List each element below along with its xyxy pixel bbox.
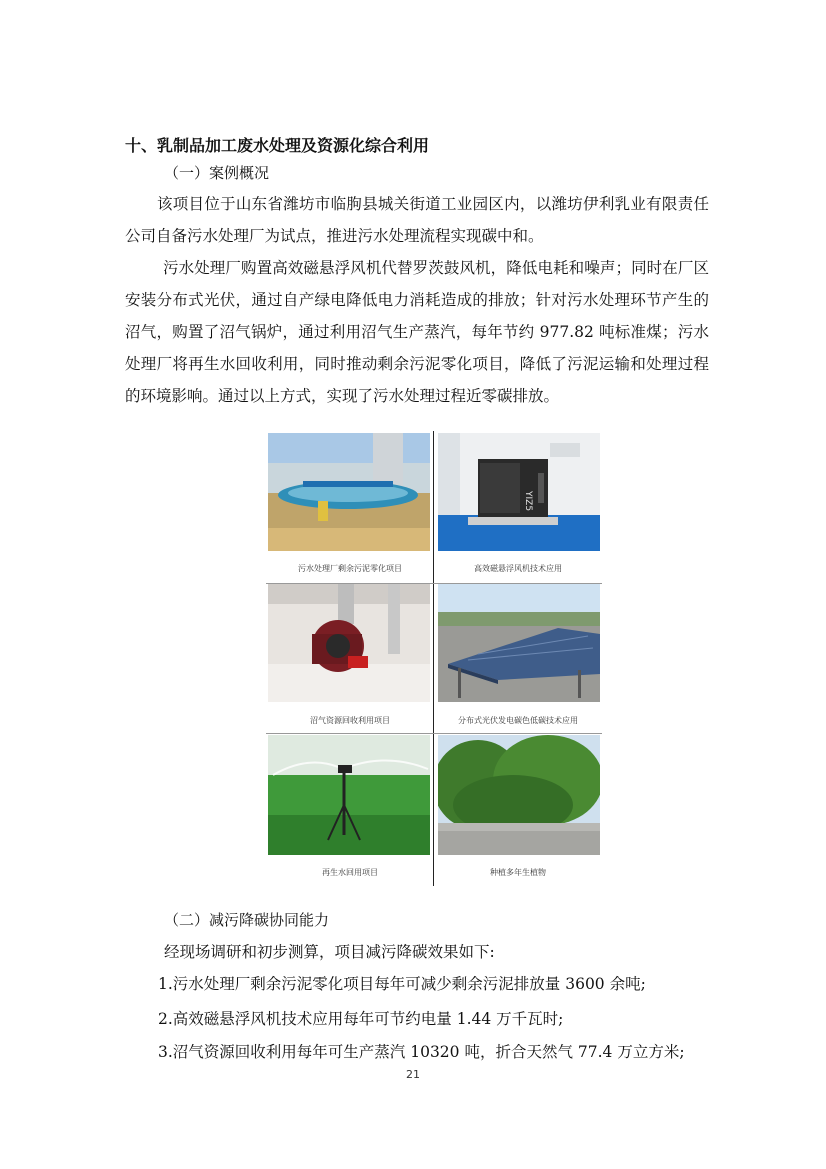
photo-sprinkler (268, 735, 430, 855)
paragraph-results-intro: 经现场调研和初步测算，项目减污降碳效果如下: (164, 943, 495, 961)
caption-photo-3: 沼气资源回收利用项目 (310, 716, 390, 725)
caption-photo-5: 再生水回用项目 (322, 868, 378, 877)
subsection-overview: （一）案例概况 (164, 164, 270, 182)
list-item: 3.沼气资源回收利用每年可生产蒸汽 10320 吨，折合天然气 77.4 万立方米; (158, 1043, 685, 1061)
paragraph-location: 该项目位于山东省潍坊市临朐县城关街道工业园区内，以潍坊伊利乳业有限责任公司自备污水处理厂为试点，推进污水处理流程实现碳中和。 (125, 195, 709, 245)
list-item: 1.污水处理厂剩余污泥零化项目每年可减少剩余污泥排放量 3600 余吨; (158, 975, 646, 993)
paragraph-measures: 污水处理厂购置高效磁悬浮风机代替罗茨鼓风机，降低电耗和噪声；同时在厂区安装分布式光伏，通过自产绿电降低电力消耗造成的排放；针对污水处理环节产生的沼气，购置了沼气锅炉，通过利用沼气生产蒸汽，每年节约 977.82 吨标准煤；污水处理厂将再生水回收利用，同时推动剩余污泥零化项目，降低了污泥运输和处理过程的环境影响。通过以上方式，实现了污水处理过程近零碳排放。 (125, 259, 709, 405)
section-title: 十、乳制品加工废水处理及资源化综合利用 (125, 136, 430, 155)
photo-plants (438, 735, 600, 855)
page-number: 21 (406, 1068, 420, 1081)
photo-boiler (268, 584, 430, 702)
list-item: 2.高效磁悬浮风机技术应用每年可节约电量 1.44 万千瓦时; (158, 1010, 564, 1028)
machine-label: YIZ5 (523, 491, 533, 512)
caption-photo-1: 污水处理厂剩余污泥零化项目 (298, 564, 402, 573)
photo-grid (266, 431, 602, 886)
photo-solar (438, 584, 600, 702)
photo-blower (438, 433, 600, 551)
caption-photo-4: 分布式光伏发电碳色低碳技术应用 (458, 716, 578, 725)
caption-photo-2: 高效磁悬浮风机技术应用 (474, 564, 562, 573)
grid-divider (266, 733, 602, 734)
photo-sludge-tank (268, 433, 430, 551)
grid-divider (433, 431, 434, 886)
caption-photo-6: 种植多年生植物 (490, 868, 546, 877)
subsection-capability: （二）减污降碳协同能力 (164, 911, 330, 929)
